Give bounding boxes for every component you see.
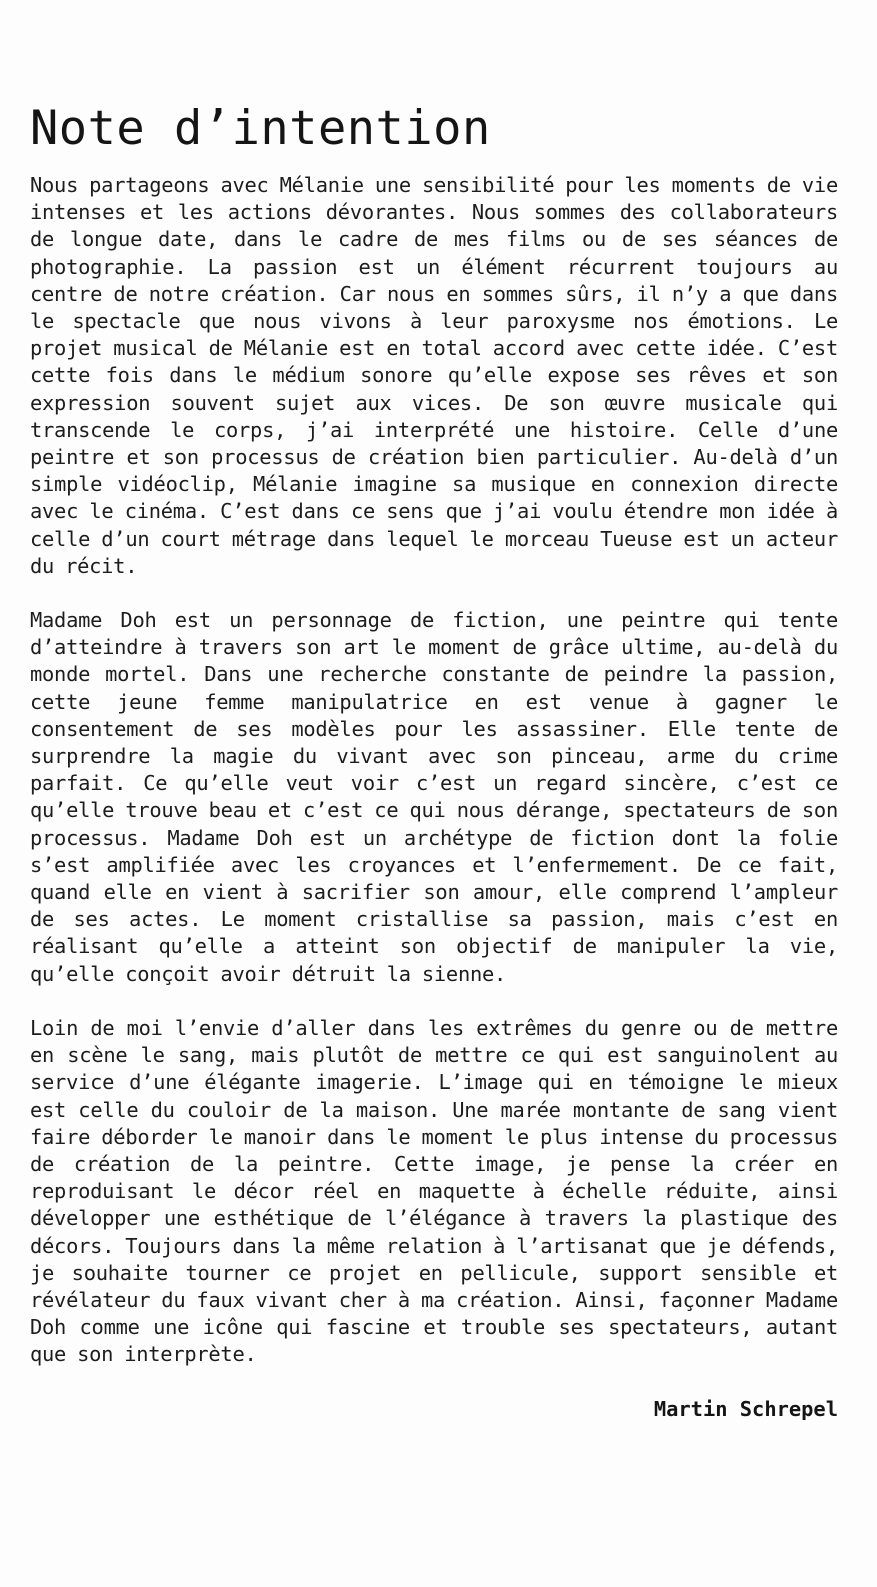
paragraph-aesthetic: Loin de moi l’envie d’aller dans les extrêmes du genre ou de mettre en scène le sang, mais plutôt de mettre ce qui est sanguinolent au service d’une élégante imagerie. L’image qui en témoigne le mieux est celle du couloir de la maison. Une marée montante de sang vient faire déborder le manoir dans le moment le plus intense du processus de création de la peintre. Cette image, je pense la créer en reproduisant le décor réel en maquette à échelle réduite, ainsi développer une esthétique de l’élégance à travers la plastique des décors. Toujours dans la même relation à l’artisanat que je défends, je souhaite tourner ce projet en pellicule, support sensible et révélateur du faux vivant cher à ma création. Ainsi, façonner Madame Doh comme une icône qui fascine et trouble ses spectateurs, autant que son interprète. [30,1015,838,1367]
document-body [30,172,838,1369]
paragraph-collaboration: Nous partageons avec Mélanie une sensibilité pour les moments de vie intenses et les actions dévorantes. Nous sommes des collaborateurs de longue date, dans le cadre de mes films ou de ses séances de photographie. La passion est un élément récurrent toujours au centre de notre création. Car nous en sommes sûrs, il n’y a que dans le spectacle que nous vivons à leur paroxysme nos émotions. Le projet musical de Mélanie est en total accord avec cette idée. C’est cette fois dans le médium sonore qu’elle expose ses rêves et son expression souvent sujet aux vices. De son œuvre musicale qui transcende le corps, j’ai interprété une histoire. Celle d’une peintre et son processus de création bien particulier. Au-delà d’un simple vidéoclip, Mélanie imagine sa musique en connexion directe avec le cinéma. C’est dans ce sens que j’ai voulu étendre mon idée à celle d’un court métrage dans lequel le morceau Tueuse est un acteur du récit. [30,173,838,578]
author-signature: Martin Schrepel [653,1396,838,1421]
page-title: Note d’intention [30,101,491,156]
paragraph-character: Madame Doh est un personnage de fiction, une peintre qui tente d’atteindre à travers son art le moment de grâce ultime, au-delà du monde mortel. Dans une recherche constante de peindre la passion, cette jeune femme manipulatrice en est venue à gagner le consentement de ses modèles pour les assassiner. Elle tente de surprendre la magie du vivant avec son pinceau, arme du crime parfait. Ce qu’elle veut voir c’est un regard sincère, c’est ce qu’elle trouve beau et c’est ce qui nous dérange, spectateurs de son processus. Madame Doh est un archétype de fiction dont la folie s’est amplifiée avec les croyances et l’enfermement. De ce fait, quand elle en vient à sacrifier son amour, elle comprend l’ampleur de ses actes. Le moment cristallise sa passion, mais c’est en réalisant qu’elle a atteint son objectif de manipuler la vie, qu’elle conçoit avoir détruit la sienne. [30,608,838,986]
